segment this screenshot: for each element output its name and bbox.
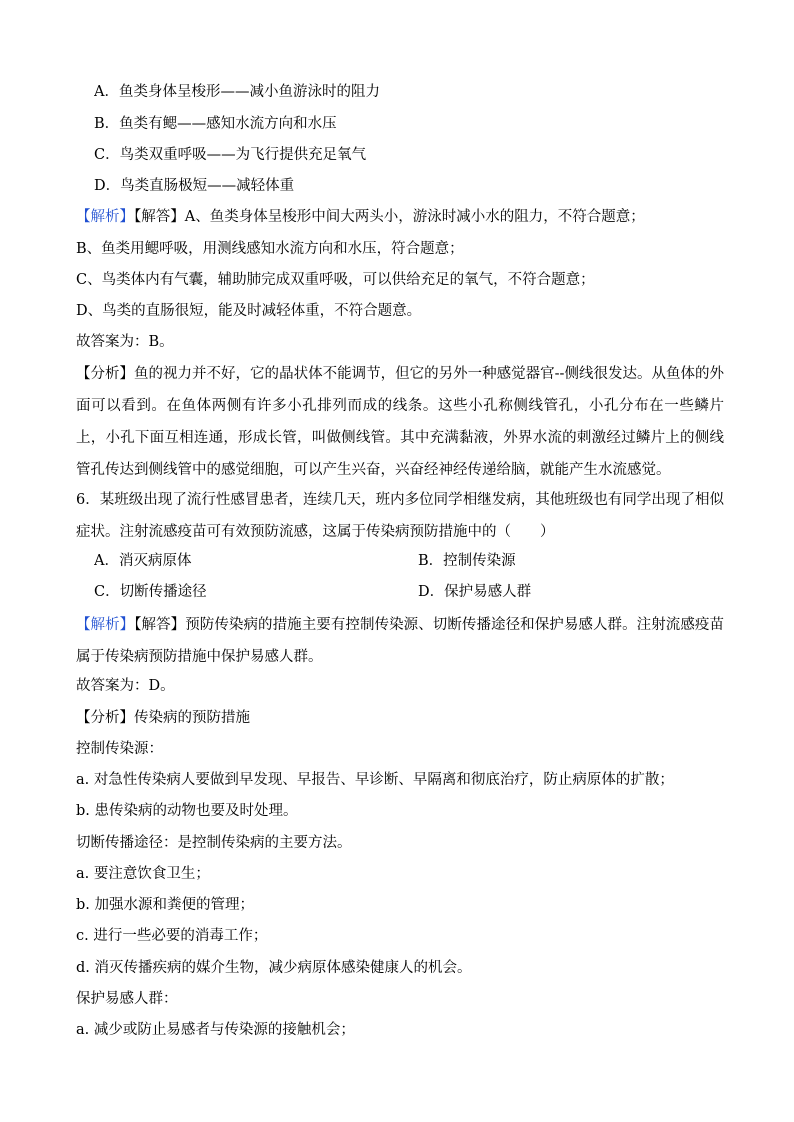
q6-answer: 故答案为：D。	[76, 678, 175, 694]
q5-solution-line1	[76, 207, 726, 227]
q5-analysis: 【分析】鱼的视力并不好，它的晶状体不能调节，但它的另外一种感觉器官--侧线很发达。从鱼体的外面可以看到。在鱼体两侧有许多小孔排列而成的线条。这些小孔称侧线管孔，小孔分布在一些鳞片上，小孔下面互相连通，形成长管，叫做侧线管。其中充满黏液，外界水流的刺激经过鳞片上的侧线管孔传达到侧线管中的感觉细胞，可以产生兴奋，兴奋经神经传递给脑，就能产生水流感觉。	[76, 366, 724, 478]
q6-option-d: D．保护易感人群	[418, 584, 532, 600]
q6-protect-a: a. 减少或防止易感者与传染源的接触机会；	[76, 1022, 355, 1038]
q6-cut-c: c. 进行一些必要的消毒工作；	[76, 928, 268, 944]
q6-cut-a: a. 要注意饮食卫生；	[76, 866, 210, 882]
q6-control-b: b. 患传染病的动物也要及时处理。	[76, 803, 298, 819]
q6-cut-b: b. 加强水源和粪便的管理；	[76, 897, 254, 913]
q6-option-c: C．切断传播途径	[94, 584, 207, 600]
q6-control-a: a. 对急性传染病人要做到早发现、早报告、早诊断、早隔离和彻底治疗，防止病原体的扩散；	[76, 772, 674, 788]
q6-solution	[76, 609, 724, 673]
q6-option-b: B．控制传染源	[418, 553, 516, 569]
q6-cut-title: 切断传播途径：是控制传染病的主要方法。	[76, 835, 352, 851]
q5-option-b: B．鱼类有鳃——感知水流方向和水压	[94, 116, 337, 132]
q5-solution-text: 【解答】A、鱼类身体呈梭形中间大两头小，游泳时减小水的阻力，不符合题意；	[134, 209, 645, 225]
q5-solution-line4: D、鸟类的直肠很短，能及时减轻体重，不符合题意。	[76, 303, 422, 319]
q6-protect-title: 保护易感人群：	[76, 991, 178, 1007]
q5-answer: 故答案为：B。	[76, 334, 174, 350]
q5-solution-tag: 【解析】	[76, 209, 134, 225]
q5-option-c: C．鸟类双重呼吸——为飞行提供充足氧气	[94, 147, 367, 163]
q6-cut-d: d. 消灭传播疾病的媒介生物，减少病原体感染健康人的机会。	[76, 960, 472, 976]
q5-option-a: A．鱼类身体呈梭形——减小鱼游泳时的阻力	[94, 84, 380, 100]
q6-analysis-title: 【分析】传染病的预防措施	[76, 710, 250, 726]
q5-solution-line3: C、鸟类体内有气囊，辅助肺完成双重呼吸，可以供给充足的氧气，不符合题意；	[76, 272, 595, 288]
q5-solution-line2: B、鱼类用鳃呼吸，用测线感知水流方向和水压，符合题意；	[76, 241, 464, 257]
q6-control-title: 控制传染源：	[76, 741, 163, 757]
q6-stem: 6．某班级出现了流行性感冒患者，连续几天，班内多位同学相继发病，其他班级也有同学出现了相似症状。注射流感疫苗可有效预防流感，这属于传染病预防措施中的（ ）	[76, 492, 724, 540]
q6-solution-tag: 【解析】	[76, 617, 135, 633]
q6-solution-text: 【解答】预防传染病的措施主要有控制传染源、切断传播途径和保护易感人群。注射流感疫苗属于传染病预防措施中保护易感人群。	[76, 617, 724, 665]
q5-option-d: D．鸟类直肠极短——减轻体重	[94, 178, 295, 194]
q6-option-a: A．消灭病原体	[94, 553, 192, 569]
